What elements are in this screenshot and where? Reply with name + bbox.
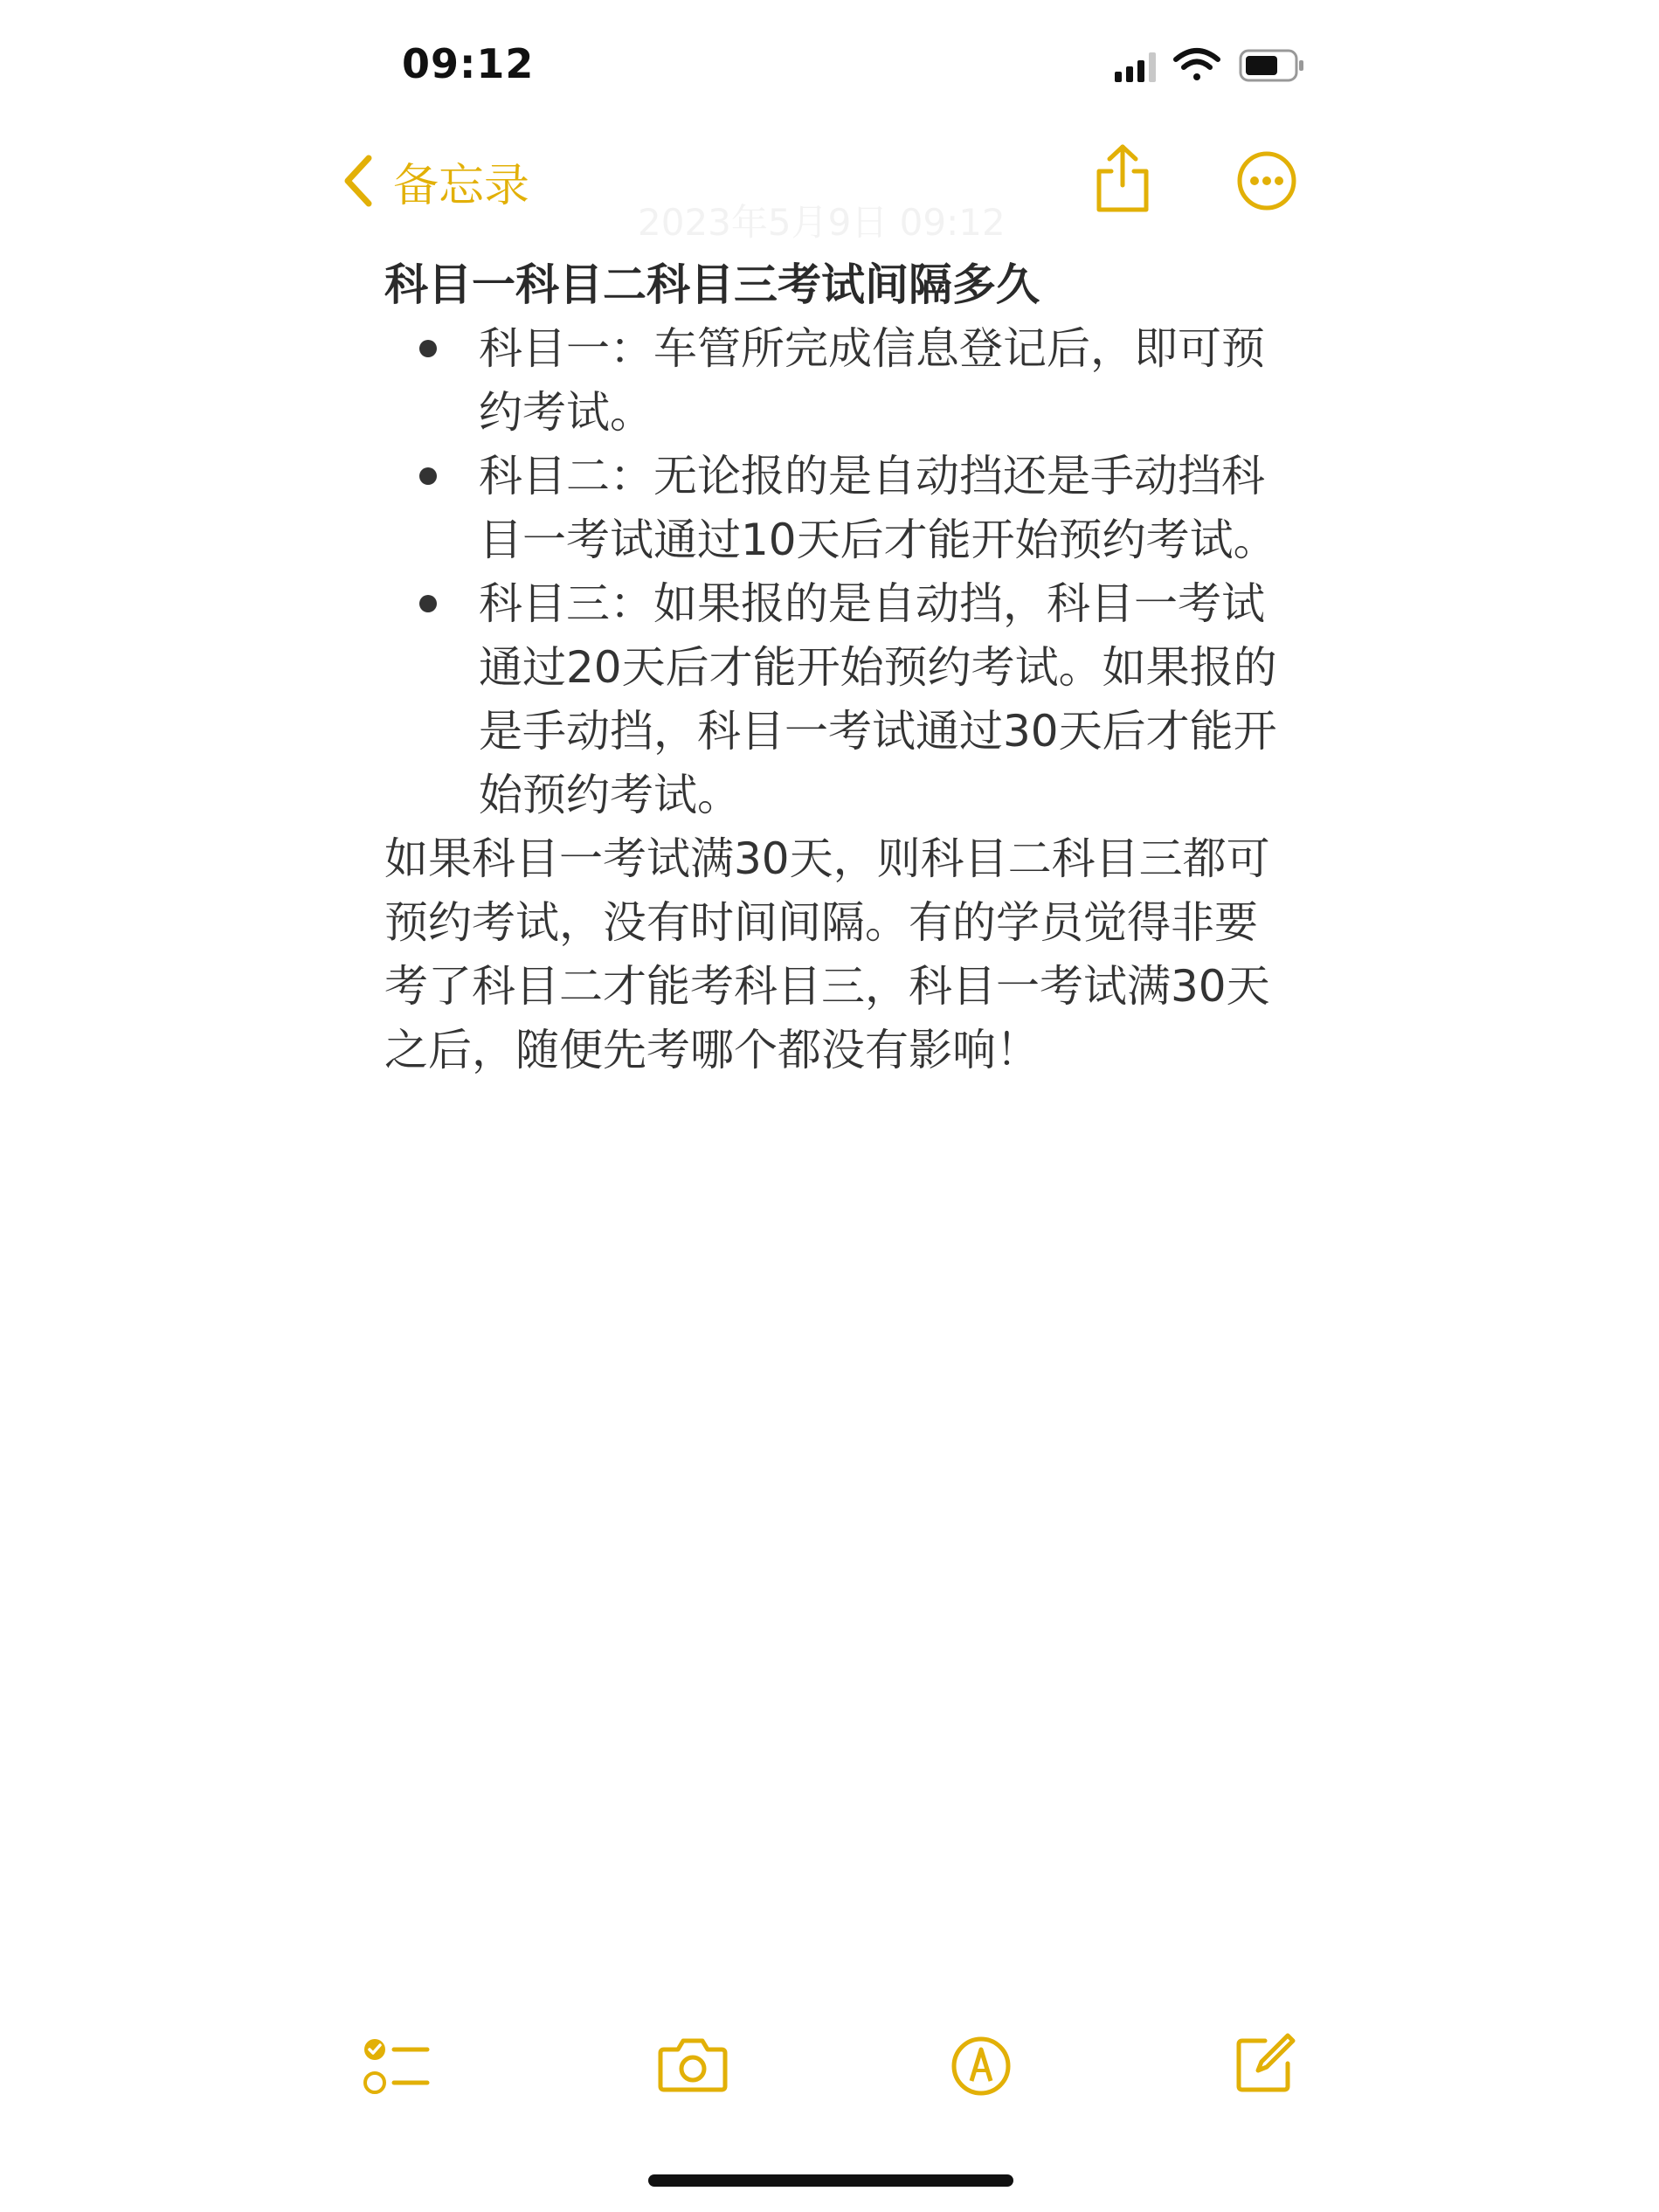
- list-item: [384, 317, 1293, 445]
- list-item: [384, 445, 1293, 572]
- bottom-toolbar: [0, 2009, 1659, 2140]
- note-list: [384, 317, 1293, 827]
- cellular-signal-icon: [1115, 52, 1156, 82]
- compose-icon[interactable]: [1234, 2030, 1298, 2095]
- status-time: 09:12: [402, 40, 535, 87]
- home-indicator[interactable]: [648, 2174, 1013, 2187]
- list-item-text: 科目三：如果报的是自动挡，科目一考试通过20天后才能开始预约考试。如果报的是手动挡，科目一考试通过30天后才能开始预约考试。: [479, 578, 1277, 820]
- note-paragraph: 如果科目一考试满30天，则科目二科目三都可预约考试，没有时间间隔。有的学员觉得非要考了科目二才能考科目三，科目一考试满30天之后，随便先考哪个都没有影响！: [384, 833, 1270, 1075]
- more-options-icon[interactable]: [1236, 150, 1297, 211]
- checklist-icon[interactable]: [363, 2036, 432, 2098]
- list-item: [384, 572, 1293, 827]
- markup-icon[interactable]: [950, 2036, 1012, 2097]
- bullet-icon: [419, 467, 437, 485]
- list-item-text: 科目一：车管所完成信息登记后，即可预约考试。: [479, 323, 1265, 438]
- note-content[interactable]: [384, 253, 1293, 1082]
- share-icon[interactable]: [1092, 142, 1153, 215]
- bullet-icon: [419, 340, 437, 357]
- battery-icon: [1241, 51, 1303, 80]
- bullet-icon: [419, 595, 437, 612]
- note-date: 2023年5月9日 09:12: [638, 201, 1006, 244]
- status-icons: [1115, 45, 1307, 84]
- back-button[interactable]: [341, 150, 529, 211]
- note-title: 科目一科目二科目三考试间隔多久: [384, 259, 1040, 310]
- camera-icon[interactable]: [657, 2036, 729, 2093]
- wifi-icon: [1176, 51, 1218, 80]
- chevron-left-icon: [341, 153, 374, 209]
- list-item-text: 科目二：无论报的是自动挡还是手动挡科目一考试通过10天后才能开始预约考试。: [479, 451, 1277, 565]
- status-bar: [0, 0, 1659, 131]
- back-label: 备忘录: [393, 159, 530, 212]
